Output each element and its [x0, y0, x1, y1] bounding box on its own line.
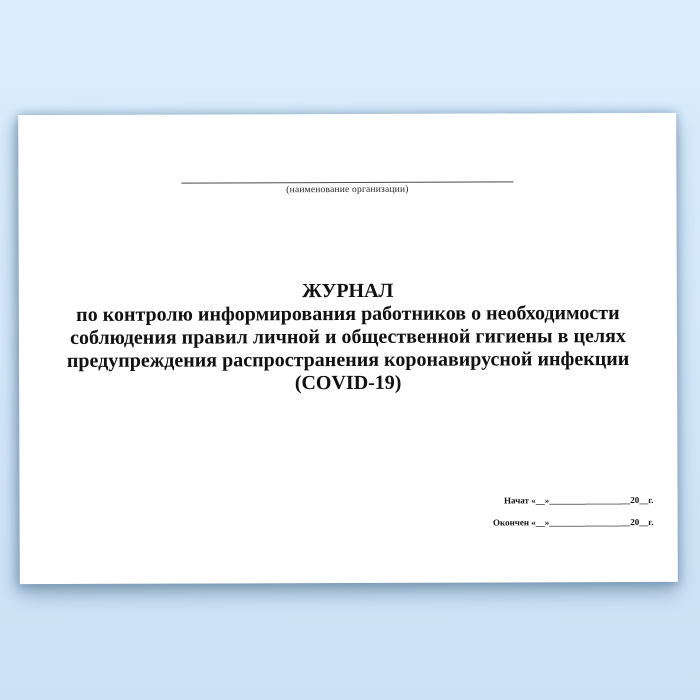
journal-title-line-4: предупреждения распространения коронавирусной инфекции [66, 348, 630, 372]
journal-title-covid-line: (COVID-19) [294, 371, 402, 395]
journal-title-line-3: соблюдения правил личной и общественной гигиены в целях [70, 325, 626, 349]
start-end-dates-block [493, 495, 654, 529]
organization-blank-line [181, 181, 513, 183]
journal-cover-page [18, 113, 678, 584]
finished-date-line: Окончен «__»__________________20__г. [492, 516, 654, 528]
organization-caption: (наименование организации) [286, 184, 409, 196]
organization-name-block [18, 113, 676, 197]
started-date-line: Начат «__»__________________20__г. [504, 494, 654, 506]
journal-title [19, 279, 677, 396]
journal-title-line-2: по контролю информирования работников о необходимости [76, 302, 620, 326]
journal-title-heading: ЖУРНАЛ [302, 279, 394, 303]
